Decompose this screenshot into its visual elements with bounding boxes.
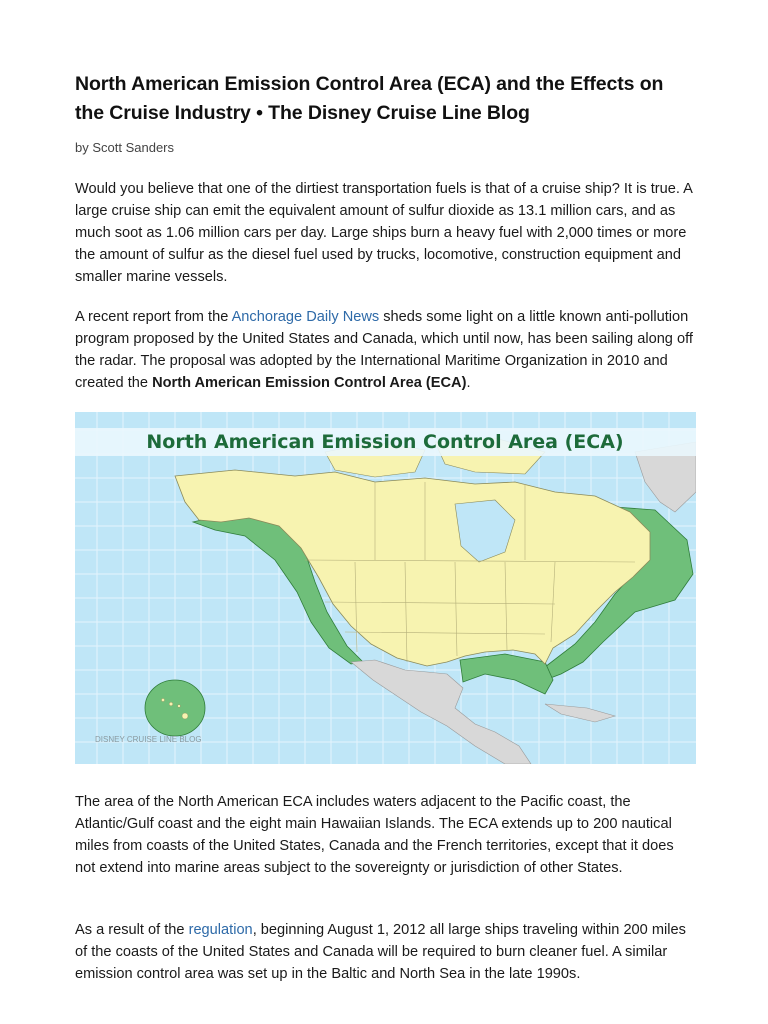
eca-map-figure [75,412,696,764]
paragraph-text: A recent report from the [75,309,232,325]
article-title: North American Emission Control Area (ECA) and the Effects on the Cruise Industry • The Disney Cruise Line Blog [75,73,664,124]
regulation-link[interactable]: regulation [188,922,253,938]
paragraph-intro: Would you believe that one of the dirtiest transportation fuels is that of a cruise ship? It is true. A large cruise ship can emit the equivalent amount of sulfur dioxide as 13.1 million cars, and as much soot as 1.06 million cars per day. Large ships burn a heavy fuel with 2,000 times or more the amount of sulfur as the diesel fuel used by trucks, locomotive, construction equipment and smaller marine vessels. [75,181,693,285]
anchorage-daily-news-link[interactable]: Anchorage Daily News [231,309,380,325]
map-watermark: DISNEY CRUISE LINE BLOG [95,735,202,744]
eca-bold-text: North American Emission Control Area (ECA) [152,375,467,391]
paragraph-text: . [466,375,471,391]
eca-zone-hawaii [145,680,205,736]
paragraph-text: , beginning August 1, 2012 all large ships traveling within 200 miles of the coasts of the United States and Canada will be required to burn cleaner fuel. A similar emission control area was set up in the Baltic and North Sea in the late 1990s. [75,922,686,982]
map-title: North American Emission Control Area (ECA) [146,431,624,453]
paragraph-eca-area: The area of the North American ECA includes waters adjacent to the Pacific coast, the Atlantic/Gulf coast and the eight main Hawaiian Islands. The ECA extends up to 200 nautical miles from coasts of the United States, Canada and the French territories, except that it does not extend into marine areas subject to the sovereignty or jurisdiction of other States. [75,794,674,876]
paragraph-text: sheds some light on a little known anti-pollution program proposed by the United States and Canada, which until now, has been sailing along off the radar. The proposal was adopted by the International Maritime Organization in 2010 and created the [75,309,693,391]
paragraph-report [75,306,695,394]
byline: by Scott Sanders [75,140,174,155]
eca-map [75,412,696,764]
paragraph-text: As a result of the [75,922,189,938]
paragraph-regulation [75,919,695,985]
